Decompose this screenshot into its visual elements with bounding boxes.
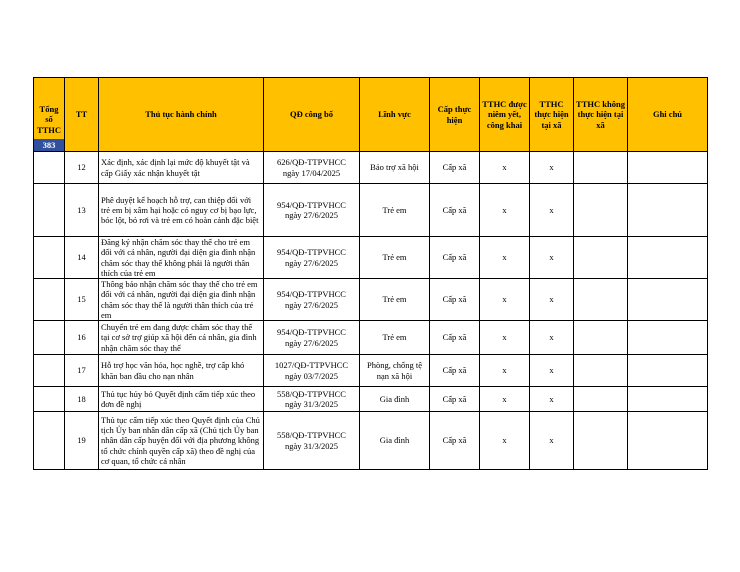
decision-date: ngày 03/7/2025 xyxy=(284,370,339,381)
at-commune-cell: x xyxy=(530,387,574,412)
decision-cell xyxy=(264,279,360,321)
at-commune-cell: x xyxy=(530,184,574,237)
level-cell: Cấp xã xyxy=(430,321,480,355)
posted-cell: x xyxy=(480,237,530,279)
decision-number: 954/QĐ-TTPVHCC xyxy=(277,199,346,210)
at-commune-cell: x xyxy=(530,152,574,184)
tt-cell: 17 xyxy=(65,355,99,387)
procedure-cell: Phê duyệt kế hoạch hỗ trợ, can thiệp đối với trẻ em bị xâm hại hoặc có nguy cơ bị bạo lực, bóc lột, bỏ rơi và trẻ em có hoàn cảnh đặc biệt xyxy=(99,184,264,237)
note-cell xyxy=(628,152,708,184)
decision-cell xyxy=(264,184,360,237)
procedure-cell: Đăng ký nhận chăm sóc thay thế cho trẻ em đối với cá nhân, người đại diện gia đình nhận chăm sóc thay thế không phải là người thân thích của trẻ em xyxy=(99,237,264,279)
table-row xyxy=(34,237,708,279)
header-procedure: Thủ tục hành chính xyxy=(99,78,264,152)
decision-date: ngày 27/6/2025 xyxy=(284,337,339,348)
total-cell xyxy=(34,355,65,387)
posted-cell: x xyxy=(480,279,530,321)
note-cell xyxy=(628,387,708,412)
field-cell: Trẻ em xyxy=(360,184,430,237)
procedure-cell: Thông báo nhận chăm sóc thay thế cho trẻ em đối với cá nhân, người đại diện gia đình nhận chăm sóc thay thế là người thân thích của trẻ em xyxy=(99,279,264,321)
note-cell xyxy=(628,237,708,279)
posted-cell: x xyxy=(480,412,530,470)
decision-cell xyxy=(264,237,360,279)
level-cell: Cấp xã xyxy=(430,355,480,387)
tt-cell: 15 xyxy=(65,279,99,321)
decision-date: ngày 17/04/2025 xyxy=(282,167,341,178)
decision-date: ngày 27/6/2025 xyxy=(284,257,339,268)
posted-cell: x xyxy=(480,152,530,184)
header-posted: TTHC được niêm yết, công khai xyxy=(480,78,530,152)
decision-cell xyxy=(264,321,360,355)
at-commune-cell: x xyxy=(530,412,574,470)
note-cell xyxy=(628,184,708,237)
table-row xyxy=(34,152,708,184)
level-cell: Cấp xã xyxy=(430,412,480,470)
level-cell: Cấp xã xyxy=(430,279,480,321)
decision-date: ngày 31/3/2025 xyxy=(284,399,339,409)
total-cell xyxy=(34,152,65,184)
total-cell xyxy=(34,279,65,321)
decision-number: 954/QĐ-TTPVHCC xyxy=(277,247,346,258)
tt-cell: 14 xyxy=(65,237,99,279)
note-cell xyxy=(628,355,708,387)
at-commune-cell: x xyxy=(530,321,574,355)
not-at-commune-cell xyxy=(574,412,628,470)
decision-date: ngày 27/6/2025 xyxy=(284,299,339,310)
level-cell: Cấp xã xyxy=(430,184,480,237)
procedure-cell: Thủ tục hủy bỏ Quyết định cấm tiếp xúc theo đơn đề nghị xyxy=(99,387,264,412)
decision-cell xyxy=(264,152,360,184)
total-cell xyxy=(34,237,65,279)
procedure-cell: Xác định, xác định lại mức độ khuyết tật và cấp Giấy xác nhận khuyết tật xyxy=(99,152,264,184)
total-cell xyxy=(34,387,65,412)
field-cell: Gia đình xyxy=(360,412,430,470)
header-row xyxy=(34,78,708,152)
table-row xyxy=(34,321,708,355)
decision-number: 626/QĐ-TTPVHCC xyxy=(277,157,346,168)
tt-cell: 16 xyxy=(65,321,99,355)
decision-number: 558/QĐ-TTPVHCC xyxy=(277,388,346,399)
field-cell: Gia đình xyxy=(360,387,430,412)
level-cell: Cấp xã xyxy=(430,237,480,279)
tt-cell: 18 xyxy=(65,387,99,412)
table-row xyxy=(34,412,708,470)
decision-number: 954/QĐ-TTPVHCC xyxy=(277,289,346,300)
note-cell xyxy=(628,279,708,321)
procedures-table xyxy=(33,77,708,470)
table-row xyxy=(34,387,708,412)
decision-number: 558/QĐ-TTPVHCC xyxy=(277,430,346,441)
total-count-badge: 383 xyxy=(34,139,64,151)
table-row xyxy=(34,279,708,321)
not-at-commune-cell xyxy=(574,184,628,237)
field-cell: Trẻ em xyxy=(360,237,430,279)
table-row xyxy=(34,355,708,387)
posted-cell: x xyxy=(480,355,530,387)
note-cell xyxy=(628,412,708,470)
header-tt: TT xyxy=(65,78,99,152)
field-cell: Trẻ em xyxy=(360,321,430,355)
not-at-commune-cell xyxy=(574,355,628,387)
level-cell: Cấp xã xyxy=(430,387,480,412)
posted-cell: x xyxy=(480,184,530,237)
header-field: Lĩnh vực xyxy=(360,78,430,152)
field-cell: Bảo trợ xã hội xyxy=(360,152,430,184)
at-commune-cell: x xyxy=(530,279,574,321)
not-at-commune-cell xyxy=(574,237,628,279)
header-total-label: Tổng số TTHC xyxy=(36,104,62,135)
header-level: Cấp thực hiện xyxy=(430,78,480,152)
procedure-cell: Thủ tục cấm tiếp xúc theo Quyết định của Chủ tịch Ủy ban nhân dân cấp xã (Chủ tịch Ủy ban nhân dân cấp huyện đối với địa phương không tổ chức chính quyền cấp xã) theo đề nghị của cơ quan, tổ chức cá nhân xyxy=(99,412,264,470)
total-cell xyxy=(34,184,65,237)
level-cell: Cấp xã xyxy=(430,152,480,184)
tt-cell: 13 xyxy=(65,184,99,237)
not-at-commune-cell xyxy=(574,321,628,355)
procedure-cell: Chuyển trẻ em đang được chăm sóc thay thế tại cơ sở trợ giúp xã hội đến cá nhân, gia đình nhận chăm sóc thay thế xyxy=(99,321,264,355)
decision-date: ngày 31/3/2025 xyxy=(284,440,339,451)
table-row xyxy=(34,184,708,237)
decision-cell xyxy=(264,387,360,412)
header-total xyxy=(34,78,65,152)
at-commune-cell: x xyxy=(530,237,574,279)
decision-number: 954/QĐ-TTPVHCC xyxy=(277,327,346,338)
field-cell: Phòng, chống tệ nạn xã hội xyxy=(360,355,430,387)
decision-cell xyxy=(264,412,360,470)
not-at-commune-cell xyxy=(574,279,628,321)
tt-cell: 19 xyxy=(65,412,99,470)
posted-cell: x xyxy=(480,321,530,355)
posted-cell: x xyxy=(480,387,530,412)
total-cell xyxy=(34,321,65,355)
not-at-commune-cell xyxy=(574,387,628,412)
decision-number: 1027/QĐ-TTPVHCC xyxy=(274,360,349,371)
header-not-at-commune: TTHC không thực hiện tại xã xyxy=(574,78,628,152)
total-cell xyxy=(34,412,65,470)
field-cell: Trẻ em xyxy=(360,279,430,321)
decision-date: ngày 27/6/2025 xyxy=(284,210,339,220)
at-commune-cell: x xyxy=(530,355,574,387)
tt-cell: 12 xyxy=(65,152,99,184)
not-at-commune-cell xyxy=(574,152,628,184)
procedure-cell: Hỗ trợ học văn hóa, học nghề, trợ cấp khó khăn ban đầu cho nạn nhân xyxy=(99,355,264,387)
header-at-commune: TTHC thực hiện tại xã xyxy=(530,78,574,152)
header-decision: QĐ công bố xyxy=(264,78,360,152)
note-cell xyxy=(628,321,708,355)
decision-cell xyxy=(264,355,360,387)
header-note: Ghi chú xyxy=(628,78,708,152)
